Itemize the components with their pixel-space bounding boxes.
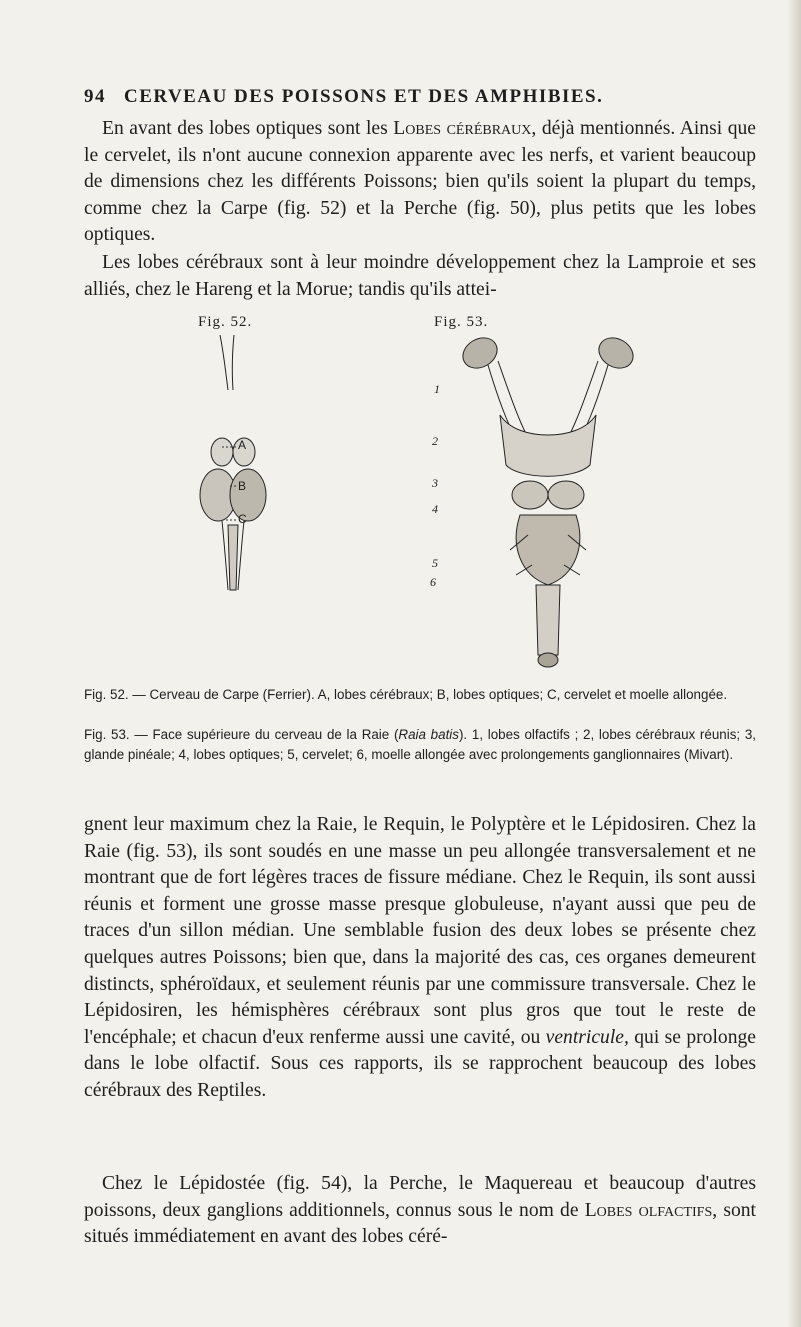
page-edge-shadow: [787, 0, 801, 1327]
species-name: Raia batis: [398, 727, 459, 742]
fig52-label-b: B: [238, 479, 247, 493]
fig52-label: Fig. 52.: [198, 314, 253, 330]
fig53-label-3: 3: [432, 476, 438, 490]
paragraph-4: Chez le Lépidostée (fig. 54), la Perche, le Maquereau et beaucoup d'autres poissons, deux ganglions additionnels, connus sous le nom de Lobes olfactifs, sont situés immédiatement en avant des lobes céré-: [84, 1173, 756, 1248]
fig53-label-1: 1: [434, 382, 440, 396]
fig52-leader-lines: [222, 438, 240, 528]
fig53-label-6: 6: [430, 575, 436, 589]
caption-fig52: Fig. 52. — Cerveau de Carpe (Ferrier). A, lobes cérébraux; B, lobes optiques; C, cervelet et moelle allongée.: [84, 687, 728, 702]
fig53-label-5: 5: [432, 556, 438, 570]
term-lobes-olfactifs: Lobes olfactifs: [584, 1199, 713, 1221]
page-number: 94: [84, 86, 106, 107]
fig53-ray-brain-illustration: [440, 335, 650, 670]
paragraph-2: Les lobes cérébraux sont à leur moindre développement chez la Lamproie et ses alliés, chez le Hareng et la Morue; tandis qu'ils attei-: [84, 252, 756, 300]
fig52-label-a: A: [238, 438, 247, 452]
fig53-label-4: 4: [432, 502, 438, 516]
page-header: [84, 86, 704, 108]
fig52-label-c: C: [238, 512, 247, 526]
fig53-label-2: 2: [432, 434, 438, 448]
running-title: CERVEAU DES POISSONS ET DES AMPHIBIES.: [124, 86, 604, 107]
term-ventricule: ventricule,: [545, 1026, 629, 1048]
term-lobes-cerebraux: Lobes cérébraux: [393, 118, 532, 139]
caption-fig53: Fig. 53. — Face supérieure du cerveau de la Raie (Raia batis). 1, lobes olfactifs ; 2, lobes cérébraux réunis; 3, glande pinéale; 4, lobes optiques; 5, cervelet; 6, moelle allongée avec prolongements ganglionnaires (Mivart).: [84, 727, 757, 762]
paragraph-3: gnent leur maximum chez la Raie, le Requin, le Polyptère et le Lépidosiren. Chez la Raie (fig. 53), ils sont soudés en une masse un peu allongée transversalement et ne montrant que de fort légères traces de fissure médiane. Chez le Requin, ils sont aussi réunis et forment une grosse masse presque globuleuse, n'ayant aussi que peu de traces d'un sillon médian. Une semblable fusion des deux lobes se présente chez quelques autres Poissons; bien que, dans la majorité des cas, ces organes demeurent distincts, sphéroïdaux, et seulement réunis par une commissure transversale. Chez le Lépidosiren, les hémisphères cérébraux sont plus gros que tout le reste de l'encéphale; et chacun d'eux renferme aussi une cavité, ou ventricule, qui se prolonge dans le lobe olfactif. Sous ces rapports, ils se rapprochent beaucoup des lobes cérébraux des Reptiles.: [84, 814, 756, 1101]
fig53-label: Fig. 53.: [434, 314, 489, 330]
paragraph-1: En avant des lobes optiques sont les Lobes cérébraux, déjà mentionnés. Ainsi que le cervelet, ils n'ont aucune connexion apparente avec les nerfs, et varient beaucoup de dimensions chez les différents Poissons; bien qu'ils soient la plupart du temps, comme chez la Carpe (fig. 52) et la Perche (fig. 50), plus petits que les lobes optiques.: [84, 118, 756, 246]
